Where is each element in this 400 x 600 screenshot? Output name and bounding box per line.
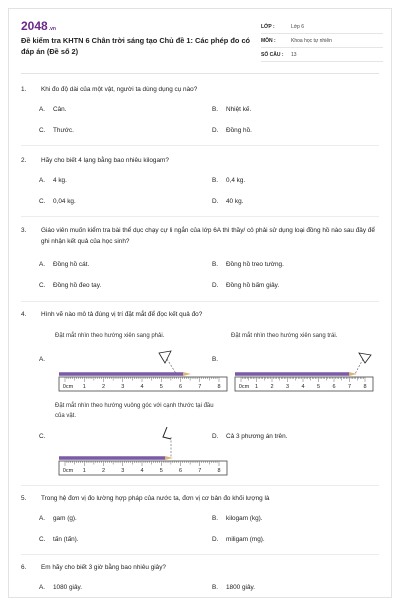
- ruler-label: 3: [285, 384, 290, 390]
- question-text: Em hãy cho biết 3 giờ bằng bao nhiêu giây?: [41, 564, 166, 571]
- option-3c[interactable]: C. Đồng hồ đeo tay.: [39, 282, 102, 289]
- question-text: Trong hệ đơn vị đo lường hợp pháp của nước ta, đơn vị cơ bản đo khối lượng là: [41, 495, 270, 502]
- question-text: Hãy cho biết 4 lạng bằng bao nhiêu kilogam?: [41, 157, 169, 164]
- ruler-label: 5: [316, 384, 321, 390]
- ruler-label: 0cm: [238, 384, 250, 390]
- caption-b: Đặt mắt nhìn theo hướng xiên sang trái.: [231, 333, 338, 339]
- question-separator: [21, 485, 379, 486]
- ruler-label: 8: [217, 468, 221, 474]
- caption-a: Đặt mắt nhìn theo hướng xiên sang phải.: [55, 333, 165, 339]
- question-text: Hình vẽ nào mô tả đúng vị trí đặt mắt để đọc kết quả đo?: [41, 311, 203, 318]
- info-row-subject: MÔN : Khoa học tự nhiên: [261, 34, 383, 48]
- question-separator: [21, 216, 379, 217]
- ruler-numbers: [239, 384, 367, 390]
- question-separator: [21, 301, 379, 302]
- header-divider: [21, 73, 379, 74]
- option-1a[interactable]: A. Cân.: [39, 106, 67, 113]
- option-5d[interactable]: D. miligam (mg).: [212, 536, 265, 543]
- ruler-label: 1: [82, 468, 86, 474]
- ruler-label: 5: [159, 468, 163, 474]
- option-2a[interactable]: A. 4 kg.: [39, 177, 67, 184]
- option-2c[interactable]: C. 0,04 kg.: [39, 198, 76, 205]
- question-number: 1.: [21, 86, 27, 93]
- option-5b[interactable]: B. kilogam (kg).: [212, 515, 263, 522]
- question-separator: [21, 145, 379, 146]
- ruler-label: 0cm: [62, 384, 74, 390]
- option-2d[interactable]: D. 40 kg.: [212, 198, 244, 205]
- question-text: Khi đo độ dài của một vật, người ta dùng dụng cụ nào?: [41, 86, 198, 93]
- option-5c[interactable]: C. tấn (tấn).: [39, 536, 79, 543]
- caption-c: Đặt mắt nhìn theo hướng vuông góc với cạnh thước tại đầu của vật.: [55, 403, 214, 419]
- ruler-label: 7: [347, 384, 352, 390]
- option-2b[interactable]: B. 0,4 kg.: [212, 177, 246, 184]
- ruler-diagram-c: [55, 421, 231, 477]
- question-number: 2.: [21, 157, 27, 164]
- site-logo[interactable]: 2048.vn: [21, 19, 56, 33]
- ruler-label: 8: [217, 384, 221, 390]
- eye-icon: [359, 353, 371, 363]
- ruler-label: 7: [198, 384, 202, 390]
- ruler-label: 6: [178, 384, 183, 390]
- question-number: 4.: [21, 311, 27, 318]
- worksheet-title: Đề kiểm tra KHTN 6 Chân trời sáng tạo Chủ đề 1: Các phép đo có đáp án (Đề số 2): [21, 36, 251, 56]
- option-1d[interactable]: D. Đồng hồ.: [212, 127, 252, 134]
- ruler-label: 6: [178, 468, 183, 474]
- ruler-label: 1: [82, 384, 86, 390]
- option-6a[interactable]: A. 1080 giây.: [39, 584, 83, 591]
- ruler-label: 2: [101, 384, 106, 390]
- option-3a[interactable]: A. Đồng hồ cát.: [39, 261, 90, 268]
- pencil-tip-icon: [183, 372, 191, 376]
- ruler-diagram-a: [55, 341, 231, 393]
- option-1b[interactable]: B. Nhiệt kế.: [212, 106, 252, 113]
- question-number: 6.: [21, 564, 27, 571]
- worksheet-page: [8, 8, 392, 598]
- option-3d[interactable]: D. Đồng hồ bấm giây.: [212, 282, 280, 289]
- eye-icon: [163, 427, 171, 439]
- option-4b[interactable]: B.: [212, 356, 219, 363]
- ruler-label: 7: [198, 468, 202, 474]
- ruler-label: 4: [301, 384, 305, 390]
- info-row-count: SỐ CÂU : 13: [261, 48, 383, 62]
- question-number: 3.: [21, 227, 27, 234]
- question-text: Giáo viên muốn kiểm tra bài thể dục chạy cự li ngắn của lớp 6A thì thầy/ cô phải sử dụng loại đồng hồ nào sau đây để ghi nhận kết quả của học sinh?: [41, 227, 375, 245]
- question-number: 5.: [21, 495, 27, 502]
- option-4a[interactable]: A.: [39, 356, 46, 363]
- pencil-tip-icon: [165, 456, 173, 460]
- info-row-class: LỚP : Lớp 6: [261, 20, 383, 34]
- option-4d[interactable]: D. Cả 3 phương án trên.: [212, 433, 288, 440]
- ruler-label: 8: [363, 384, 367, 390]
- question-separator: [21, 554, 379, 555]
- ruler-label: 4: [140, 468, 144, 474]
- option-6b[interactable]: B. 1800 giây.: [212, 584, 256, 591]
- option-3b[interactable]: B. Đồng hồ treo tường.: [212, 261, 284, 268]
- ruler-label: 5: [159, 384, 163, 390]
- ruler-label: 0cm: [62, 468, 74, 474]
- option-5a[interactable]: A. gam (g).: [39, 515, 77, 522]
- ruler-label: 2: [101, 468, 106, 474]
- sight-line: [355, 359, 363, 374]
- ruler-label: 3: [121, 468, 125, 474]
- option-1c[interactable]: C. Thước.: [39, 127, 74, 134]
- ruler-label: 3: [121, 384, 125, 390]
- ruler-label: 6: [332, 384, 336, 390]
- ruler-label: 4: [140, 384, 144, 390]
- option-4c[interactable]: C.: [39, 433, 46, 440]
- eye-icon: [159, 351, 171, 363]
- ruler-label: 1: [254, 384, 259, 390]
- ruler-diagram-b: [231, 341, 377, 393]
- ruler-label: 2: [270, 384, 274, 390]
- info-table: [261, 20, 383, 62]
